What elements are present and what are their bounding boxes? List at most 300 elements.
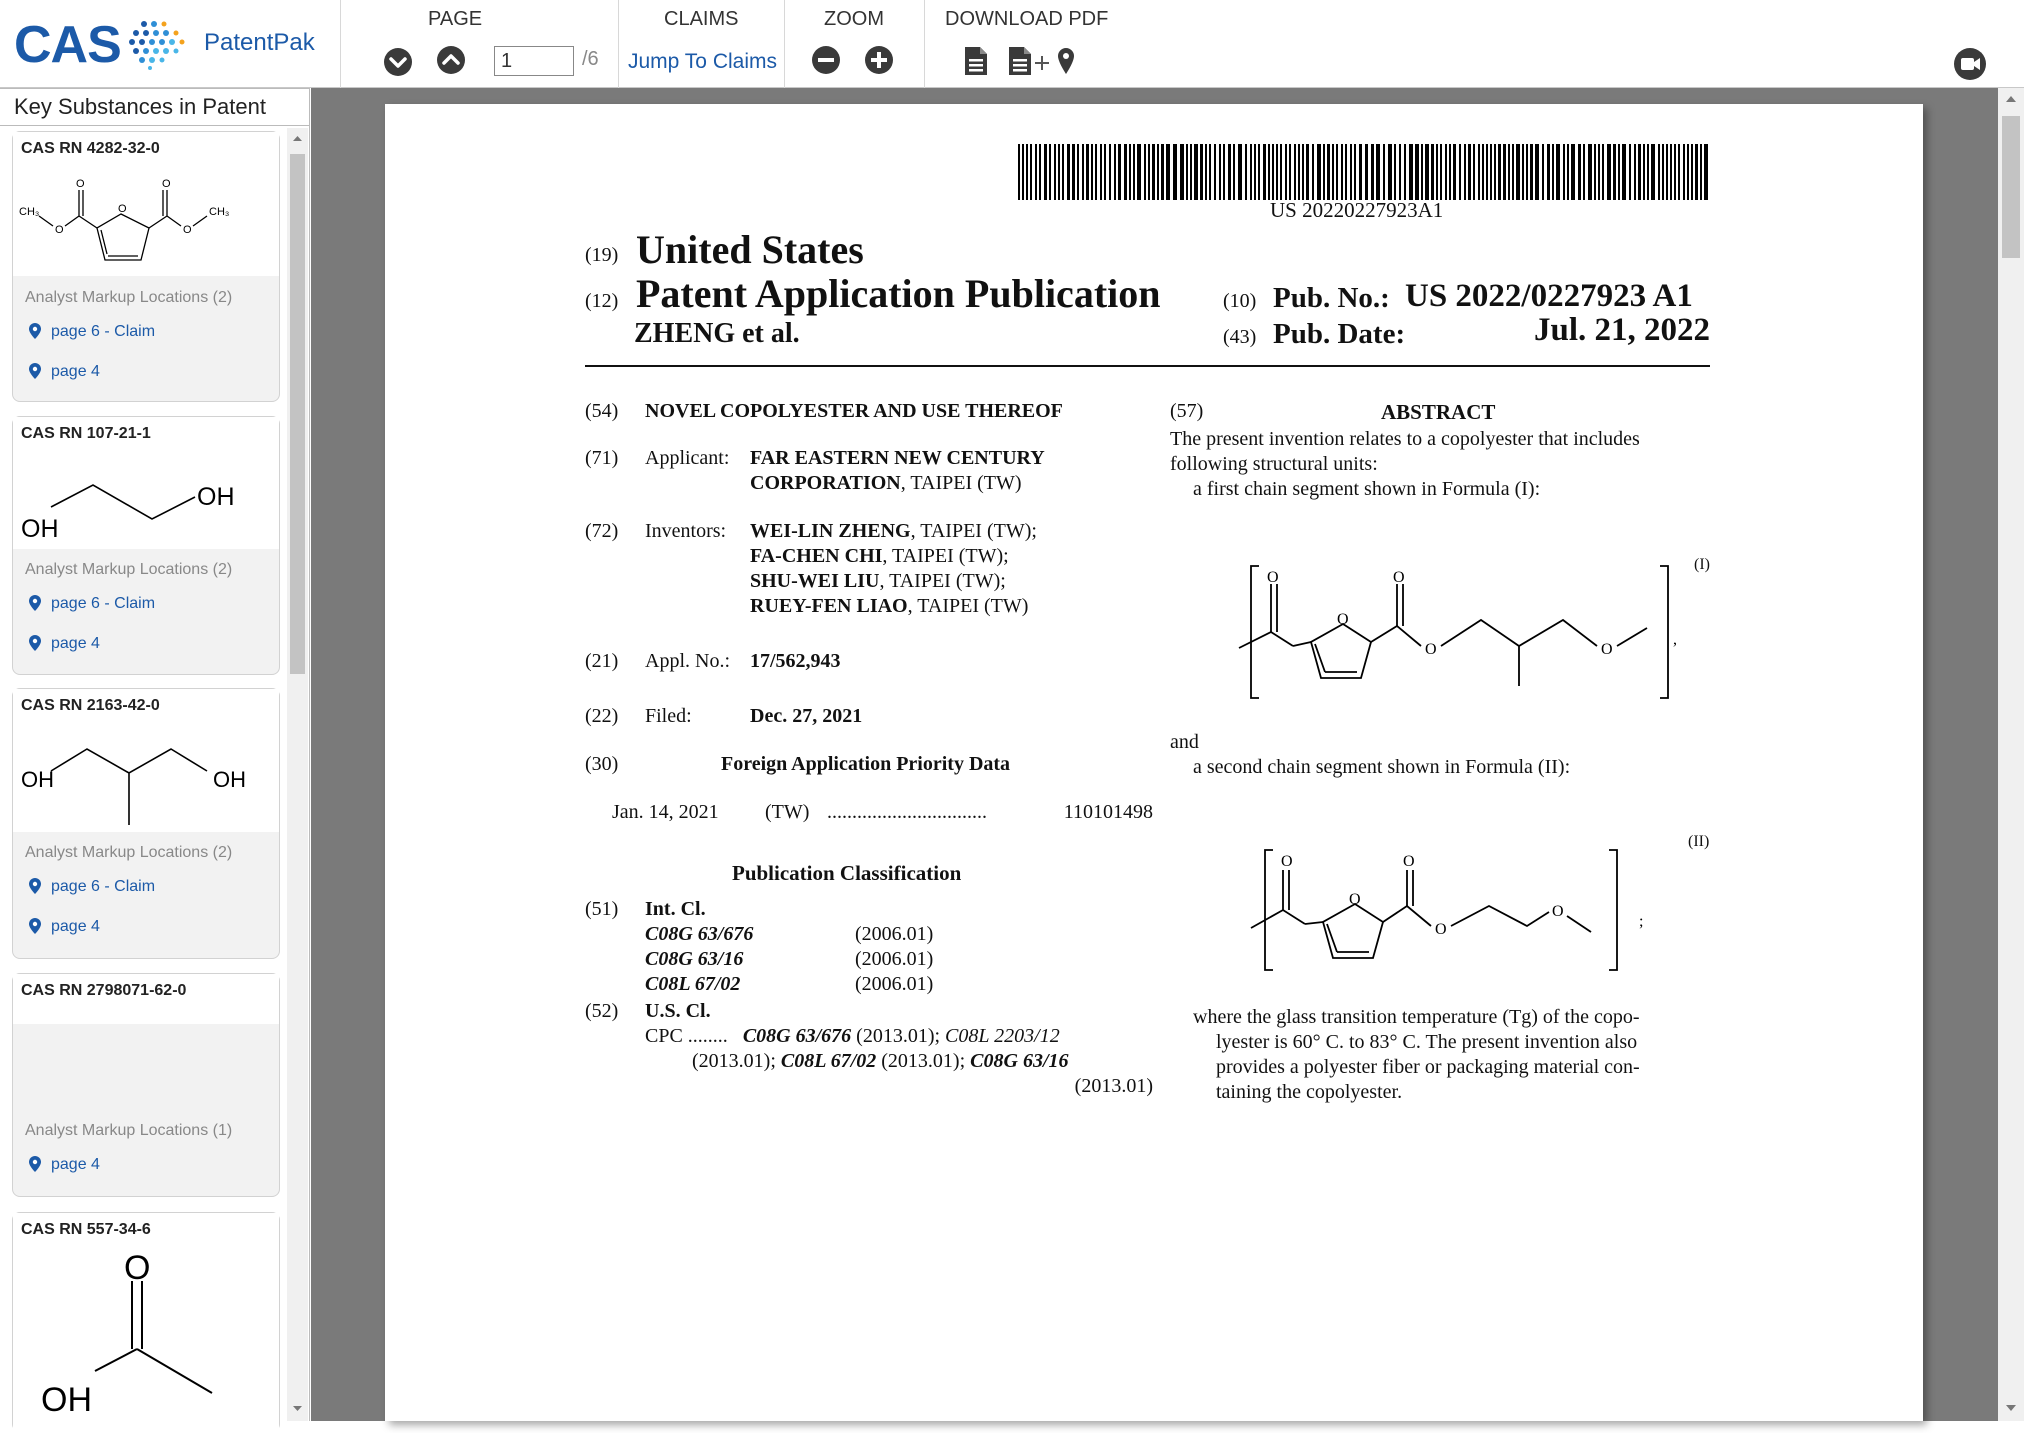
barcode-bar xyxy=(1552,144,1554,200)
barcode-number: US 20220227923A1 xyxy=(1270,198,1444,222)
abstract-line: following structural units: xyxy=(1170,453,1378,475)
barcode-bar xyxy=(1547,144,1550,200)
inid-code: (57) xyxy=(1170,400,1204,422)
substance-structure-area xyxy=(13,1213,279,1433)
inventor-short: ZHENG et al. xyxy=(634,318,800,349)
intcl-year: (2006.01) xyxy=(855,923,934,945)
abstract-line: and xyxy=(1170,731,1199,753)
inid-code: (72) xyxy=(585,520,619,542)
barcode-bar xyxy=(1114,144,1116,200)
barcode-bar xyxy=(1459,144,1461,200)
barcode-bar xyxy=(1082,144,1084,200)
applicant-line1: FAR EASTERN NEW CENTURY xyxy=(750,447,1045,469)
inid-code: (19) xyxy=(585,244,619,266)
cas-rn: CAS RN 2163-42-0 xyxy=(21,697,160,714)
barcode-bar xyxy=(1306,144,1309,200)
atom-label: O xyxy=(162,178,171,190)
country: United States xyxy=(636,227,864,272)
claims-group-label: CLAIMS xyxy=(664,8,739,30)
toolbar-divider xyxy=(924,0,925,88)
pub-no-label: Pub. No.: xyxy=(1273,282,1390,314)
barcode-bar xyxy=(1018,144,1020,200)
barcode-bar xyxy=(1453,144,1456,200)
inventor-line xyxy=(750,545,1009,568)
atom-label: O xyxy=(76,178,85,190)
barcode-bar xyxy=(1054,144,1056,200)
atom-label: O xyxy=(1552,903,1564,920)
atom-label: OH xyxy=(21,515,59,543)
barcode-bar xyxy=(1613,144,1616,200)
barcode-bar xyxy=(1691,144,1693,200)
barcode-bar xyxy=(1394,144,1396,200)
abstract-line: provides a polyester fiber or packaging material con- xyxy=(1216,1056,1640,1078)
toolbar-divider xyxy=(784,0,785,88)
barcode-bar xyxy=(1522,144,1524,200)
barcode-bar xyxy=(1152,144,1155,200)
formula-i-structure xyxy=(1235,564,1675,704)
page-group-label: PAGE xyxy=(428,8,483,30)
structure-557-34-6 xyxy=(17,1249,277,1433)
intcl-year: (2006.01) xyxy=(855,948,934,970)
barcode-bar xyxy=(1647,144,1649,200)
download-pdf-document-icon[interactable] xyxy=(964,46,988,76)
inid-code: (43) xyxy=(1223,326,1257,348)
barcode-bar xyxy=(1674,144,1676,200)
atom-label: CH₃ xyxy=(209,206,230,218)
location-label: page 4 xyxy=(51,635,100,652)
appl-no: 17/562,943 xyxy=(750,650,841,672)
barcode-bar xyxy=(1129,144,1131,200)
barcode-bar xyxy=(1254,144,1256,200)
barcode-bar xyxy=(1354,144,1356,200)
barcode-bar xyxy=(1516,144,1520,200)
formula-ii-structure xyxy=(1241,848,1661,978)
download-pdf-with-markup-icon[interactable] xyxy=(1008,46,1084,76)
substance-structure-area xyxy=(13,689,279,832)
map-pin-icon xyxy=(29,323,41,339)
barcode-bar xyxy=(1026,144,1028,200)
barcode-bar xyxy=(1268,144,1270,200)
barcode-bar xyxy=(1137,144,1141,200)
inventor-location: , TAIPEI (TW); xyxy=(882,545,1009,567)
barcode-bar xyxy=(1263,144,1266,200)
cpc-year: (2013.01); xyxy=(692,1050,776,1072)
atom-label: OH xyxy=(21,767,54,792)
appl-no-label: Appl. No.: xyxy=(645,650,730,672)
priority-title: Foreign Application Priority Data xyxy=(721,753,1011,775)
classification-title: Publication Classification xyxy=(732,861,962,885)
jump-to-claims-link[interactable]: Jump To Claims xyxy=(628,50,777,73)
barcode-bar xyxy=(1072,144,1075,200)
intcl-code: C08G 63/16 xyxy=(645,948,744,970)
barcode-bar xyxy=(1508,144,1510,200)
top-toolbar xyxy=(0,0,2024,88)
inid-code: (52) xyxy=(585,1000,619,1022)
barcode-bar xyxy=(1404,144,1406,200)
analyst-markup-locations: Analyst Markup Locations (2) xyxy=(25,289,233,306)
barcode-bar xyxy=(1039,144,1041,200)
barcode-bar xyxy=(1399,144,1401,200)
barcode-bar xyxy=(1449,144,1451,200)
barcode-bar xyxy=(1526,144,1528,200)
substance-card[interactable] xyxy=(12,688,280,959)
inid-code: (22) xyxy=(585,705,619,727)
barcode-bar xyxy=(1214,144,1216,200)
atom-label: OH xyxy=(197,483,235,511)
barcode-bar xyxy=(1634,144,1636,200)
sidebar-title: Key Substances in Patent xyxy=(0,88,310,126)
pub-date-label: Pub. Date: xyxy=(1273,318,1406,350)
barcode-bar xyxy=(1124,144,1127,200)
barcode-bar xyxy=(1228,144,1231,200)
inventor-name: SHU-WEI LIU xyxy=(750,570,880,592)
barcode-bar xyxy=(1095,144,1097,200)
barcode-bar xyxy=(1258,144,1260,200)
structure-2163-42-0 xyxy=(17,725,277,833)
barcode-bar xyxy=(1062,144,1064,200)
inid-code: (71) xyxy=(585,447,619,469)
location-label: page 4 xyxy=(51,918,100,935)
location-label: page 6 - Claim xyxy=(51,878,156,895)
barcode-bar xyxy=(1490,144,1492,200)
next-page-chevron-down-icon[interactable] xyxy=(383,47,413,77)
cpc-code: C08G 63/676 xyxy=(742,1025,852,1047)
inid-code: (21) xyxy=(585,650,619,672)
location-label: page 6 - Claim xyxy=(51,595,156,612)
substance-structure-area xyxy=(13,417,279,549)
barcode-bar xyxy=(1336,144,1338,200)
barcode-bar xyxy=(1666,144,1668,200)
location-link[interactable] xyxy=(29,595,155,613)
analyst-markup-locations: Analyst Markup Locations (2) xyxy=(25,561,233,578)
barcode-bar xyxy=(1594,144,1596,200)
inventor-name: RUEY-FEN LIAO xyxy=(750,595,908,617)
barcode-bar xyxy=(1148,144,1150,200)
filed-label: Filed: xyxy=(645,705,692,727)
sidebar-scroll-thumb[interactable] xyxy=(290,154,305,674)
location-link[interactable] xyxy=(29,323,155,341)
atom-label: O xyxy=(124,1249,151,1287)
atom-label: O xyxy=(1337,611,1349,628)
map-pin-icon xyxy=(29,1156,41,1172)
map-pin-icon xyxy=(29,878,41,894)
location-link[interactable] xyxy=(29,878,155,896)
barcode-bar xyxy=(1118,144,1121,200)
barcode-bar xyxy=(1327,144,1330,200)
barcode-bar xyxy=(1383,144,1385,200)
priority-date: Jan. 14, 2021 xyxy=(612,801,719,823)
location-label: page 6 - Claim xyxy=(51,323,156,340)
inid-code: (30) xyxy=(585,753,619,775)
analyst-markup-locations: Analyst Markup Locations (2) xyxy=(25,844,233,861)
page-number-input[interactable] xyxy=(494,46,574,76)
applicant-name: CORPORATION xyxy=(750,472,901,494)
barcode-bar xyxy=(1302,144,1304,200)
barcode-bar xyxy=(1503,144,1506,200)
barcode-bar xyxy=(1359,144,1362,200)
barcode-bar xyxy=(1245,144,1247,200)
barcode-bar xyxy=(1687,144,1689,200)
barcode-bar xyxy=(1588,144,1592,200)
zoom-out-icon[interactable] xyxy=(811,45,841,75)
inventor-location: , TAIPEI (TW) xyxy=(907,595,1029,617)
barcode-bar xyxy=(1289,144,1291,200)
barcode-bar xyxy=(1223,144,1225,200)
barcode-bar xyxy=(1482,144,1484,200)
barcode-bar xyxy=(1067,144,1070,200)
abstract-title: ABSTRACT xyxy=(1381,400,1496,424)
atom-label: OH xyxy=(213,767,246,792)
barcode-bar xyxy=(1209,144,1211,200)
barcode-bar xyxy=(1658,144,1660,200)
barcode-bar xyxy=(1486,144,1488,200)
barcode-bar xyxy=(1556,144,1560,200)
atom-label: O xyxy=(183,224,192,236)
atom-label: O xyxy=(1403,853,1415,870)
map-pin-icon xyxy=(29,363,41,379)
barcode-bar xyxy=(1180,144,1184,200)
barcode-bar xyxy=(1233,144,1235,200)
scroll-up-arrow-icon[interactable] xyxy=(1998,88,2024,110)
cpc-year: (2013.01); xyxy=(851,1025,941,1047)
cas-patentpak-logo xyxy=(14,18,324,72)
map-pin-icon xyxy=(29,595,41,611)
location-label: page 4 xyxy=(51,1156,100,1173)
barcode-bar xyxy=(1272,144,1274,200)
formula-label: (II) xyxy=(1688,833,1710,850)
barcode-bar xyxy=(1186,144,1188,200)
barcode-bar xyxy=(1173,144,1177,200)
inid-code: (10) xyxy=(1223,290,1257,312)
substance-structure-area xyxy=(13,974,279,1024)
pub-date: Jul. 21, 2022 xyxy=(1533,312,1710,348)
atom-label: O xyxy=(118,203,127,215)
barcode-bar xyxy=(1219,144,1221,200)
atom-label: O xyxy=(1435,921,1447,938)
page-total: /6 xyxy=(582,48,599,70)
barcode-bar xyxy=(1567,144,1569,200)
barcode-bar xyxy=(1436,144,1438,200)
barcode-bar xyxy=(1421,144,1423,200)
barcode-bar xyxy=(1104,144,1106,200)
cas-rn: CAS RN 4282-32-0 xyxy=(21,140,160,157)
cpc-code: C08L 2203/12 xyxy=(945,1025,1060,1047)
barcode-bar xyxy=(1350,144,1352,200)
barcode-bar xyxy=(1662,144,1664,200)
intcl-year: (2006.01) xyxy=(855,973,934,995)
atom-label: O xyxy=(1349,891,1361,908)
location-link[interactable] xyxy=(29,635,100,653)
zoom-group-label: ZOOM xyxy=(824,8,884,30)
barcode-bar xyxy=(1109,144,1111,200)
barcode-bar xyxy=(1643,144,1645,200)
barcode-bar xyxy=(1276,144,1278,200)
brand-patentpak: PatentPak xyxy=(204,29,315,56)
barcode-bar xyxy=(1388,144,1392,200)
intcl-label: Int. Cl. xyxy=(645,898,706,920)
barcode-bar xyxy=(1704,144,1708,200)
structure-punctuation: , xyxy=(1673,631,1677,648)
applicant-label: Applicant: xyxy=(645,447,730,469)
barcode-bar xyxy=(1622,144,1626,200)
publication-type: Patent Application Publication xyxy=(636,271,1161,316)
barcode-bar xyxy=(1494,144,1496,200)
barcode-bar xyxy=(1578,144,1581,200)
video-tutorial-icon[interactable] xyxy=(1953,47,1987,81)
uscl-label: U.S. Cl. xyxy=(645,1000,711,1022)
scroll-up-arrow-icon[interactable] xyxy=(287,128,308,148)
barcode-bar xyxy=(1312,144,1314,200)
barcode-bar xyxy=(1332,144,1334,200)
structure-punctuation: ; xyxy=(1639,913,1644,930)
barcode-bar xyxy=(1035,144,1037,200)
barcode-bar xyxy=(1341,144,1343,200)
barcode-bar xyxy=(1415,144,1419,200)
substance-structure-area xyxy=(13,132,279,276)
location-link[interactable] xyxy=(29,363,100,381)
barcode-bar xyxy=(1571,144,1575,200)
structure-4282-32-0 xyxy=(17,172,277,272)
barcode-bar xyxy=(1371,144,1374,200)
toolbar-divider xyxy=(618,0,619,88)
barcode-bar xyxy=(1091,144,1093,200)
atom-label: O xyxy=(1393,569,1405,586)
barcode-bar xyxy=(1317,144,1321,200)
barcode-bar xyxy=(1194,144,1198,200)
inid-code: (12) xyxy=(585,290,619,312)
header-rule xyxy=(585,365,1710,367)
barcode-bar xyxy=(1157,144,1159,200)
inid-code: (51) xyxy=(585,898,619,920)
pub-no: US 2022/0227923 A1 xyxy=(1405,278,1693,314)
barcode-bar xyxy=(1022,144,1024,200)
applicant-line2 xyxy=(750,472,1022,495)
location-link[interactable] xyxy=(29,1156,100,1174)
barcode-image xyxy=(1018,144,1710,200)
cpc-line2 xyxy=(692,1050,1069,1073)
barcode-bar xyxy=(1530,144,1533,200)
abstract-line: a second chain segment shown in Formula (II): xyxy=(1193,756,1571,778)
priority-leader-dots: ................................ xyxy=(827,801,987,823)
barcode-bar xyxy=(1238,144,1242,200)
barcode-bar xyxy=(1086,144,1089,200)
inventors-label: Inventors: xyxy=(645,520,727,542)
barcode-bar xyxy=(1473,144,1475,200)
inventor-location: , TAIPEI (TW); xyxy=(879,570,1006,592)
substance-card[interactable] xyxy=(12,1212,280,1432)
barcode-bar xyxy=(1323,144,1325,200)
map-pin-icon xyxy=(29,635,41,651)
barcode-bar xyxy=(1294,144,1296,200)
cas-logo-mark-icon xyxy=(122,20,194,70)
previous-page-chevron-up-icon[interactable] xyxy=(436,45,466,75)
key-substances-sidebar xyxy=(0,88,310,1421)
intcl-code: C08G 63/676 xyxy=(645,923,754,945)
barcode-bar xyxy=(1498,144,1501,200)
atom-label: O xyxy=(1601,641,1613,658)
barcode-bar xyxy=(1445,144,1447,200)
barcode-bar xyxy=(1077,144,1079,200)
inid-code: (54) xyxy=(585,400,619,422)
applicant-location: , TAIPEI (TW) xyxy=(900,472,1022,494)
barcode-bar xyxy=(1607,144,1611,200)
atom-label: O xyxy=(1425,641,1437,658)
barcode-bar xyxy=(1030,144,1032,200)
barcode-bar xyxy=(1683,144,1685,200)
barcode-bar xyxy=(1512,144,1514,200)
scroll-down-arrow-icon[interactable] xyxy=(1998,1397,2024,1419)
substance-card[interactable] xyxy=(12,131,280,402)
barcode-bar xyxy=(1670,144,1672,200)
abstract-line: taining the copolyester. xyxy=(1216,1081,1403,1103)
barcode-bar xyxy=(1161,144,1164,200)
barcode-bar xyxy=(1285,144,1287,200)
viewer-scrollbar[interactable] xyxy=(1998,88,2024,1421)
abstract-line: a first chain segment shown in Formula (I): xyxy=(1193,478,1541,500)
barcode-bar xyxy=(1598,144,1600,200)
substance-card[interactable] xyxy=(12,973,280,1197)
sidebar-scrollbar[interactable] xyxy=(287,128,308,1421)
priority-country: (TW) xyxy=(765,801,810,823)
scroll-down-arrow-icon[interactable] xyxy=(287,1399,308,1419)
location-label: page 4 xyxy=(51,363,100,380)
barcode-bar xyxy=(1409,144,1413,200)
barcode-bar xyxy=(1365,144,1368,200)
barcode-bar xyxy=(1133,144,1135,200)
atom-label: O xyxy=(1267,569,1279,586)
abstract-line: The present invention relates to a copolyester that includes xyxy=(1170,428,1640,450)
inventor-name: WEI-LIN ZHENG xyxy=(750,520,911,542)
atom-label: CH₃ xyxy=(19,206,40,218)
patent-page xyxy=(385,104,1923,1421)
barcode-bar xyxy=(1166,144,1170,200)
formula-label: (I) xyxy=(1694,556,1710,573)
barcode-bar xyxy=(1250,144,1252,200)
barcode-bar xyxy=(1695,144,1698,200)
barcode-bar xyxy=(1651,144,1655,200)
brand-cas: CAS xyxy=(14,16,121,74)
analyst-markup-locations: Analyst Markup Locations (1) xyxy=(25,1122,233,1139)
map-pin-icon xyxy=(29,918,41,934)
viewer-scroll-thumb[interactable] xyxy=(2002,116,2020,258)
zoom-in-icon[interactable] xyxy=(864,45,894,75)
barcode-bar xyxy=(1700,144,1702,200)
priority-number: 110101498 xyxy=(1063,801,1153,823)
cas-rn: CAS RN 557-34-6 xyxy=(21,1221,151,1238)
barcode-bar xyxy=(1425,144,1429,200)
barcode-bar xyxy=(1464,144,1466,200)
toolbar-divider xyxy=(340,0,341,88)
cpc-line1 xyxy=(645,1025,1060,1048)
location-link[interactable] xyxy=(29,918,100,936)
atom-label: O xyxy=(55,224,64,236)
inventor-line xyxy=(750,520,1037,543)
inventor-line xyxy=(750,570,1006,593)
inventor-line xyxy=(750,595,1028,618)
barcode-bar xyxy=(1535,144,1539,200)
cpc-year: (2013.01) xyxy=(1074,1075,1153,1097)
barcode-bar xyxy=(1100,144,1102,200)
cpc-prefix: CPC ........ xyxy=(645,1025,728,1047)
patent-title: NOVEL COPOLYESTER AND USE THEREOF xyxy=(645,400,1063,422)
substance-card[interactable] xyxy=(12,416,280,675)
download-pdf-group-label: DOWNLOAD PDF xyxy=(945,8,1109,30)
barcode-bar xyxy=(1190,144,1192,200)
atom-label: OH xyxy=(41,1381,92,1419)
barcode-bar xyxy=(1144,144,1146,200)
cas-rn: CAS RN 107-21-1 xyxy=(21,425,151,442)
barcode-bar xyxy=(1044,144,1047,200)
